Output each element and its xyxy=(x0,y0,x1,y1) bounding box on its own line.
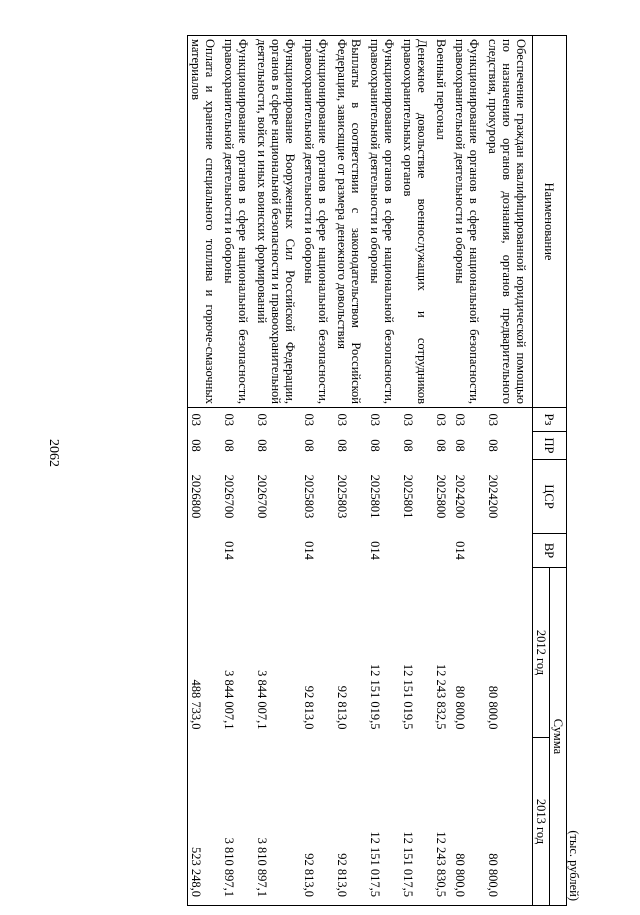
row-csr: 2025801 xyxy=(368,474,382,519)
table-row xyxy=(433,36,452,906)
row-pr: 08 xyxy=(453,439,467,452)
row-sum-2013: 80 800,0 xyxy=(485,738,533,906)
row-name: Денежное довольствие военнослужащих и сотрудников правоохранительных органов xyxy=(400,36,433,408)
row-name: Функционирование органов в сфере национальной безопасности, правоохранительной деятельности и обороны xyxy=(452,36,485,408)
budget-table xyxy=(187,35,567,906)
row-rz: 03 xyxy=(335,413,349,426)
row-pr: 08 xyxy=(368,439,382,452)
row-sum-2013: 12 243 830,5 xyxy=(433,738,452,906)
row-sum-2012: 80 800,0 xyxy=(453,685,467,730)
row-sum-2012: 3 844 007,1 xyxy=(222,670,236,730)
row-sum-2013: 3 810 897,1 xyxy=(221,738,254,906)
row-name: Военный персонал xyxy=(433,36,452,408)
row-csr: 2026700 xyxy=(222,474,236,519)
rotated-page-content xyxy=(103,35,583,915)
row-sum-2013: 92 813,0 xyxy=(301,738,334,906)
row-rz: 03 xyxy=(401,413,415,426)
table-body xyxy=(188,36,533,906)
header-rz: Рз xyxy=(533,408,567,432)
table-row xyxy=(301,36,334,906)
row-pr: 08 xyxy=(486,439,500,452)
row-pr: 08 xyxy=(335,439,349,452)
row-sum-2012: 92 813,0 xyxy=(302,685,316,730)
row-sum-2012: 12 151 019,5 xyxy=(401,663,415,730)
row-name: Функционирование органов в сфере национальной безопасности, правоохранительной деятельности и обороны xyxy=(221,36,254,408)
row-rz: 03 xyxy=(302,413,316,426)
header-year-2013: 2013 год xyxy=(533,738,550,906)
row-csr: 2025800 xyxy=(434,474,448,519)
row-csr: 2025803 xyxy=(335,474,349,519)
units-note: (тыс. рублей) xyxy=(567,830,581,901)
row-rz: 03 xyxy=(222,413,236,426)
row-vr xyxy=(254,534,301,568)
row-pr: 08 xyxy=(401,439,415,452)
row-csr: 2026700 xyxy=(255,474,269,519)
row-pr: 08 xyxy=(302,439,316,452)
row-vr: 014 xyxy=(302,541,316,560)
table-row xyxy=(221,36,254,906)
row-rz: 03 xyxy=(188,408,222,432)
row-rz: 03 xyxy=(434,413,448,426)
row-vr xyxy=(400,534,433,568)
row-sum-2012: 488 733,0 xyxy=(188,568,222,738)
row-vr: 014 xyxy=(368,541,382,560)
row-name: Функционирование органов в сфере национальной безопасности, правоохранительной деятельности и обороны xyxy=(301,36,334,408)
row-sum-2013: 92 813,0 xyxy=(334,738,367,906)
row-pr: 08 xyxy=(188,432,222,460)
row-sum-2012: 3 844 007,1 xyxy=(255,670,269,730)
table-row xyxy=(452,36,485,906)
row-vr xyxy=(485,534,533,568)
row-sum-2012: 12 151 019,5 xyxy=(368,663,382,730)
row-pr: 08 xyxy=(222,439,236,452)
table-row xyxy=(367,36,400,906)
row-sum-2013: 523 248,0 xyxy=(188,738,222,906)
table-row xyxy=(485,36,533,906)
row-vr xyxy=(433,534,452,568)
row-rz: 03 xyxy=(486,413,500,426)
row-vr xyxy=(334,534,367,568)
row-sum-2013: 12 151 017,5 xyxy=(400,738,433,906)
row-pr: 08 xyxy=(255,439,269,452)
table-row xyxy=(400,36,433,906)
header-pr: ПР xyxy=(533,432,567,460)
row-csr: 2025801 xyxy=(401,474,415,519)
header-vr: ВР xyxy=(533,534,567,568)
row-csr: 2024200 xyxy=(453,474,467,519)
row-sum-2012: 92 813,0 xyxy=(335,685,349,730)
header-year-2012: 2012 год xyxy=(533,568,550,738)
row-csr: 2025803 xyxy=(302,474,316,519)
row-vr: 014 xyxy=(453,541,467,560)
row-name: Выплаты в соответствии с законодательством Российской Федерации, зависящие от размера денежного довольствия xyxy=(334,36,367,408)
row-csr: 2026800 xyxy=(188,460,222,534)
row-name: Функционирование органов в сфере национальной безопасности, правоохранительной деятельности и обороны xyxy=(367,36,400,408)
table-row xyxy=(188,36,222,906)
row-sum-2012: 12 243 832,5 xyxy=(434,663,448,730)
row-name: Обеспечение граждан квалифицированной юридической помощью по назначению органов дознания, органов предварительного следствия, прокурора xyxy=(485,36,533,408)
table-row xyxy=(254,36,301,906)
row-name: Функционирование Вооруженных Сил Российской Федерации, органов в сфере национальной безопасности и правоохранительной деятельности, войск и иных воинских формирований xyxy=(254,36,301,408)
row-sum-2013: 3 810 897,1 xyxy=(254,738,301,906)
header-name: Наименование xyxy=(533,36,567,408)
row-vr: 014 xyxy=(222,541,236,560)
row-rz: 03 xyxy=(255,413,269,426)
header-sum: Сумма xyxy=(550,568,567,906)
table-row xyxy=(334,36,367,906)
row-rz: 03 xyxy=(453,413,467,426)
row-vr xyxy=(188,534,222,568)
row-sum-2012: 80 800,0 xyxy=(486,685,500,730)
table-header xyxy=(533,36,567,906)
row-rz: 03 xyxy=(368,413,382,426)
row-sum-2013: 12 151 017,5 xyxy=(367,738,400,906)
row-name: Оплата и хранение специального топлива и горюче-смазочных материалов xyxy=(188,36,222,408)
row-pr: 08 xyxy=(434,439,448,452)
page-number: 2062 xyxy=(46,439,61,467)
header-csr: ЦСР xyxy=(533,460,567,534)
row-csr: 2024200 xyxy=(486,474,500,519)
row-sum-2013: 80 800,0 xyxy=(452,738,485,906)
